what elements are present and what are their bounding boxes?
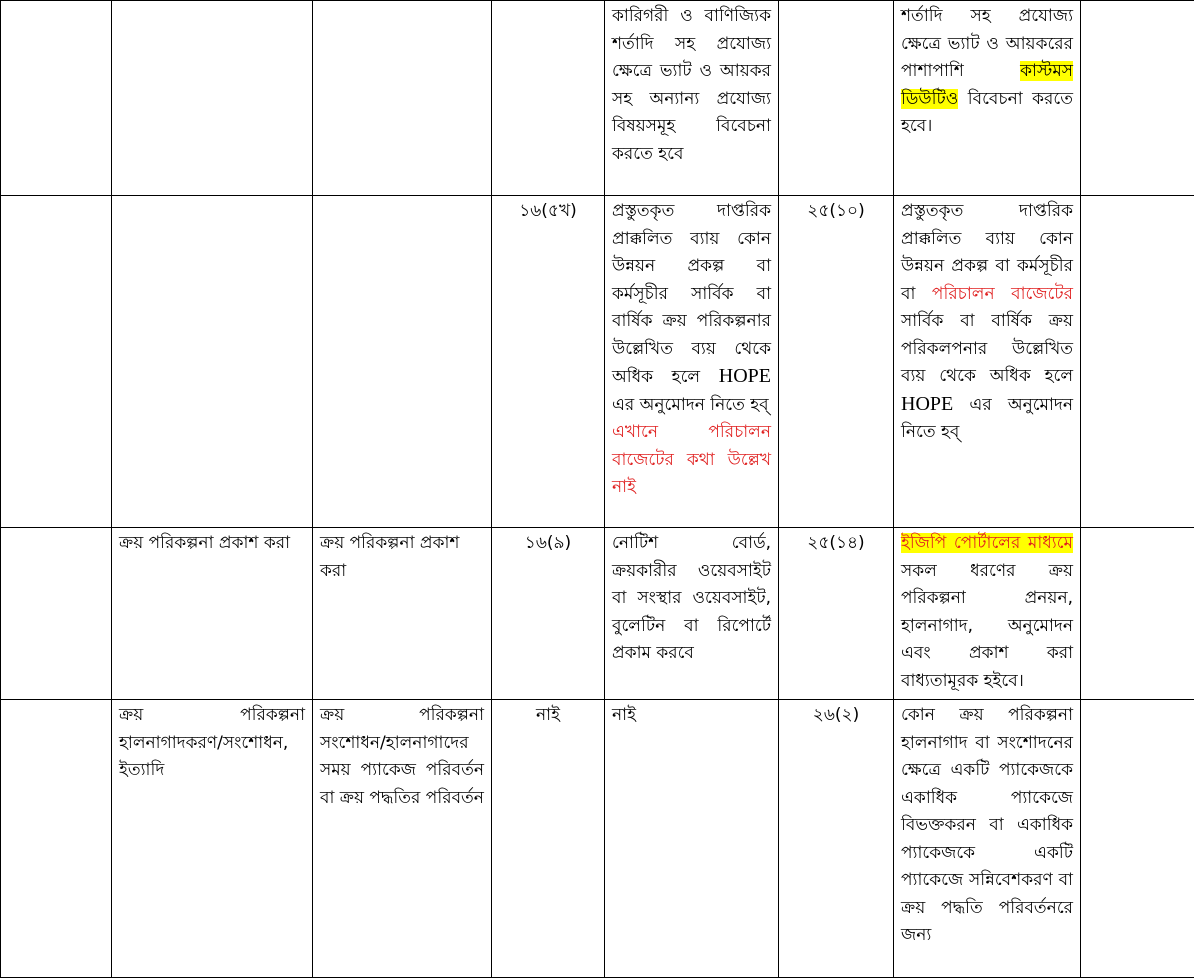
new-text-part: এর অনুমোদন নিতে হব্ [901, 395, 1073, 443]
table-row [1, 528, 1194, 700]
cell-topic [112, 1, 313, 196]
cell-topic: ক্রয় পরিকল্পনা প্রকাশ করা [112, 528, 313, 700]
hope-term: HOPE [901, 393, 953, 415]
new-text-part: শর্তাদি সহ প্রযোজ্য ক্ষেত্রে ভ্যাট ও আয়করের পাশাপাশি [901, 6, 1073, 81]
cell-topic [112, 196, 313, 528]
old-text-part: প্রস্তুতকৃত দাপ্তরিক প্রাক্কলিত ব্যায় কোন উন্নয়ন প্রকল্প বা কর্মসূচীর সার্বিক বা বার্ষিক ক্রয় পরিকল্পনার উল্লেখিত ব্যয় থেকে অধিক হলে [612, 201, 771, 387]
new-text-part: প্রস্তুতকৃত দাপ্তরিক প্রাক্কলিত ব্যায় কোন উন্নয়ন প্রকল্প বা কর্মসূচীর বা [901, 201, 1073, 304]
blank-cell [1, 1, 112, 196]
cell-old-clause: ১৬(৯) [492, 528, 605, 700]
old-text-part: এর অনুমোদন নিতে হব্ [612, 395, 769, 415]
cell-topic-detail: ক্রয় পরিকল্পনা সংশোধন/হালনাগাদের সময় প্যাকেজ পরিবর্তন বা ক্রয় পদ্ধতির পরিবর্তন [313, 700, 492, 978]
cell-remarks [1081, 528, 1194, 700]
blank-cell [1, 700, 112, 978]
red-note: এখানে পরিচালন বাজেটের কথা উল্লেখ নাই [612, 419, 771, 502]
table-row [1, 700, 1194, 978]
cell-new-text [894, 196, 1081, 528]
cell-new-clause: ২৫(১৪) [779, 528, 894, 700]
cell-old-clause: ১৬(৫খ) [492, 196, 605, 528]
cell-old-text: কারিগরী ও বাণিজ্যিক শর্তাদি সহ প্রযোজ্য ক্ষেত্রে ভ্যাট ও আয়কর সহ অন্যান্য প্রযোজ্য বিষয়সমূহ বিবেচনা করতে হবে [605, 1, 779, 196]
blank-cell [1, 196, 112, 528]
cell-new-clause [779, 1, 894, 196]
table-row [1, 196, 1194, 528]
hope-term: HOPE [719, 365, 771, 387]
cell-old-clause: নাই [492, 700, 605, 978]
cell-topic-detail [313, 196, 492, 528]
cell-topic: ক্রয় পরিকল্পনা হালনাগাদকরণ/সংশোধন, ইত্যাদি [112, 700, 313, 978]
cell-new-text [894, 528, 1081, 700]
cell-old-text [605, 196, 779, 528]
highlighted-text: ইজিপি পোর্টালের মাধ্যমে [901, 533, 1073, 553]
cell-old-clause [492, 1, 605, 196]
cell-new-clause: ২৬(২) [779, 700, 894, 978]
blank-cell [1, 528, 112, 700]
cell-old-text: নাই [605, 700, 779, 978]
cell-remarks [1081, 1, 1194, 196]
highlighted-text: কাস্টমস ডিউটিও [901, 61, 1073, 109]
cell-new-clause: ২৫(১০) [779, 196, 894, 528]
cell-new-text [894, 1, 1081, 196]
new-text-part: সার্বিক বা বার্ষিক ক্রয় পরিকলপনার উল্লেখিত ব্যয় থেকে অধিক হলে [901, 311, 1073, 386]
cell-topic-detail: ক্রয় পরিকল্পনা প্রকাশ করা [313, 528, 492, 700]
cell-remarks [1081, 700, 1194, 978]
table-row [1, 1, 1194, 196]
new-text-part: সকল ধরণের ক্রয় পরিকল্পনা প্রনয়ন, হালনাগাদ, অনুমোদন এবং প্রকাশ করা বাধ্যতামূরক হইবে। [901, 561, 1073, 691]
cell-new-text: কোন ক্রয় পরিকল্পনা হালনাগাদ বা সংশোদনের ক্ষেত্রে একটি প্যাকেজকে একাধিক প্যাকেজে বিভক্তকরন বা একাধিক প্যাকেজকে একটি প্যাকেজে সন্নিবেশকরণ বা ক্রয় পদ্ধতি পরিবর্তনরে জন্য [894, 700, 1081, 978]
cell-remarks [1081, 196, 1194, 528]
cell-topic-detail [313, 1, 492, 196]
red-text: পরিচালন বাজেটের [932, 284, 1073, 304]
cell-old-text: নোটিশ বোর্ড, ক্রয়কারীর ওয়েবসাইট বা সংস্থার ওয়েবসাইট, বুলেটিন বা রিপোর্টে প্রকাম করবে [605, 528, 779, 700]
new-text-part: বিবেচনা করতে হবে। [901, 89, 1073, 137]
